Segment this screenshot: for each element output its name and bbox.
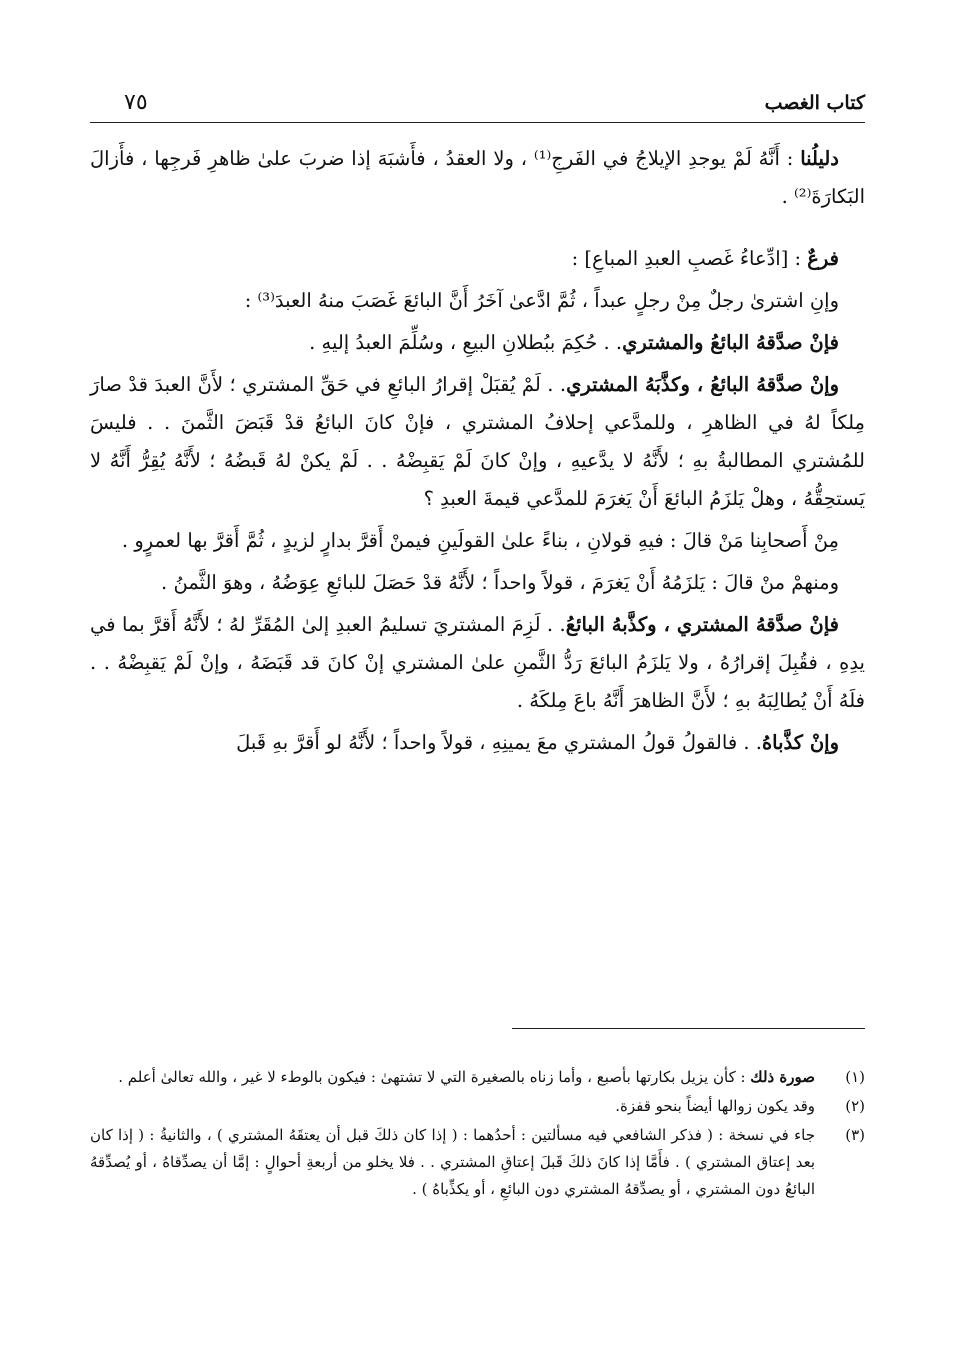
paragraph-case <box>90 282 865 320</box>
paragraph-text: . . حُكِمَ ببُطلانِ البيعِ ، وسُلِّمَ العبدُ إليهِ . <box>309 331 623 354</box>
paragraph-lead: فرعٌ <box>807 247 839 270</box>
footnote-number: (١) <box>845 1068 865 1086</box>
main-text <box>90 140 865 766</box>
running-title: كتاب الغصب <box>764 92 865 114</box>
footnote-lead: صورة ذلك <box>750 1068 815 1086</box>
footnote-3 <box>90 1122 865 1203</box>
footnote-separator <box>512 1028 865 1029</box>
paragraph-lead: وإنْ كذَّباهُ <box>761 731 839 754</box>
footnote-number: (٢) <box>845 1097 865 1115</box>
paragraph-text: . . لَزِمَ المشتريَ تسليمُ العبدِ إلىٰ المُقَرِّ لهُ ؛ لأَنَّهُ أَقرَّ بما في يدِهِ ، فقُبِلَ إقرارُهُ ، ولا يَلزَمُ البائعَ رَدُّ الثَّمنِ علىٰ المشتري إنْ كانَ قد قَبَضَهُ ، وإنْ لَمْ يَقبِضْهُ . . فلَهُ أَنْ يُطالِبَهُ بهِ ؛ لأَنَّ الظاهرَ أَنَّهُ باعَ مِلكَهُ . <box>90 613 865 712</box>
paragraph-text: : أَنَّهُ لَمْ يوجدِ الإيلاجُ في الفَرجِ⁽¹⁾ ، ولا العقدُ ، فأَشبَهَ إذا ضربَ علىٰ ظاهرِ فَرجِها ، فأَزالَ البَكارَةَ⁽²⁾ . <box>90 147 865 208</box>
footnote-1 <box>90 1064 865 1091</box>
paragraph-branch-heading <box>90 240 865 278</box>
paragraph-lead: فإنْ صدَّقهُ المشتري ، وكذَّبهُ البائعُ <box>565 613 839 636</box>
paragraph-text: وإنِ اشترىٰ رجلٌ مِنْ رجلٍ عبداً ، ثُمَّ ادَّعىٰ آخَرُ أَنَّ البائعَ غَصَبَ منهُ العبدَ⁽³⁾ : <box>244 289 839 312</box>
footnote-number: (٣) <box>845 1126 865 1144</box>
footnote-text <box>90 1093 815 1120</box>
footnote-2 <box>90 1093 865 1120</box>
paragraph-both-deny <box>90 724 865 762</box>
paragraph-first-view <box>90 522 865 560</box>
footnote-text <box>90 1064 815 1091</box>
footnote-text <box>90 1122 815 1203</box>
footnote-body: جاء في نسخة : ( فذكر الشافعي فيه مسألتين : أحدُهما : ( إذا كان ذلكَ قبل أن يعتقَهُ المشتري ) ، والثانيةُ : ( إذا كان بعد إعتاق المشتري ) . فأَمَّا إذا كانَ ذلكَ قَبلَ إعتاقِ المشتري . . فلا يخلو من أربعةِ أحوالٍ : إمَّا أن يصدِّقاهُ ، أو يُصدِّقهُ البائعُ دون المشتري ، أو يصدِّقهُ المشتري دون البائعِ ، أو يكذِّباهُ ) . <box>90 1126 815 1198</box>
footnote-body: : كأن يزيل بكارتها بأصبع ، وأما زناه بالصغيرة التي لا تشتهىٰ : فيكون بالوطء لا غير ، والله تعالىٰ أعلم . <box>118 1068 751 1086</box>
paragraph-buyer-confirms <box>90 606 865 720</box>
paragraph-second-view <box>90 564 865 602</box>
paragraph-text: . . فالقولُ قولُ المشتري معَ يمينِهِ ، قولاً واحداً ؛ لأَنَّهُ لو أَقرَّ بهِ قَبلَ <box>236 731 762 754</box>
paragraph-text: : [ادِّعاءُ غَصبِ العبدِ المباعِ] : <box>571 247 808 270</box>
paragraph-lead: فإنْ صدَّقهُ البائعُ والمشتري <box>622 331 839 354</box>
paragraph-evidence <box>90 140 865 216</box>
footnotes <box>90 1064 865 1205</box>
page-number: ٧٥ <box>124 90 148 115</box>
paragraph-lead: دليلُنا <box>800 147 839 170</box>
page-header <box>90 88 865 123</box>
footnote-body: وقد يكون زوالها أيضاً بنحو قفزة. <box>615 1097 815 1115</box>
paragraph-lead: وإنْ صدَّقهُ البائعُ ، وكذَّبَهُ المشتري <box>566 373 839 396</box>
paragraph-both-confirm <box>90 324 865 362</box>
paragraph-text: ومنهمْ منْ قالَ : يَلزَمُهُ أَنْ يَغرَمَ ، قولاً واحداً ؛ لأَنَّهُ قدْ حَصَلَ للبائعِ عِوَضُهُ ، وهوَ الثَّمنُ . <box>161 571 839 594</box>
paragraph-text: مِنْ أَصحابِنا مَنْ قالَ : فيهِ قولانِ ، بناءً علىٰ القولَينِ فيمنْ أَقرَّ بدارٍ لزيدٍ ، ثُمَّ أَقرَّ بها لعمرٍو . <box>121 529 839 552</box>
paragraph-text: . . لَمْ يُقبَلْ إقرارُ البائعِ في حَقِّ المشتري ؛ لأَنَّ العبدَ قدْ صارَ مِلكاً لهُ في الظاهرِ ، وللمدَّعي إحلافُ المشتري ، فإنْ كانَ البائعُ قدْ قَبَضَ الثَّمنَ . . فليسَ للمُشتري المطالبةُ بهِ ؛ لأَنَّهُ لا يدَّعيهِ ، وإنْ كانَ لَمْ يَقبِضْهُ . . لَمْ يكنْ لهُ قَبضُهُ ؛ لأَنَّهُ يُقِرُّ أَنَّهُ لا يَستحِقُّهُ ، وهلْ يَلزَمُ البائعَ أَنْ يَغرَمَ للمدَّعي قيمةَ العبدِ ؟ <box>90 373 865 510</box>
paragraph-seller-confirms <box>90 366 865 518</box>
